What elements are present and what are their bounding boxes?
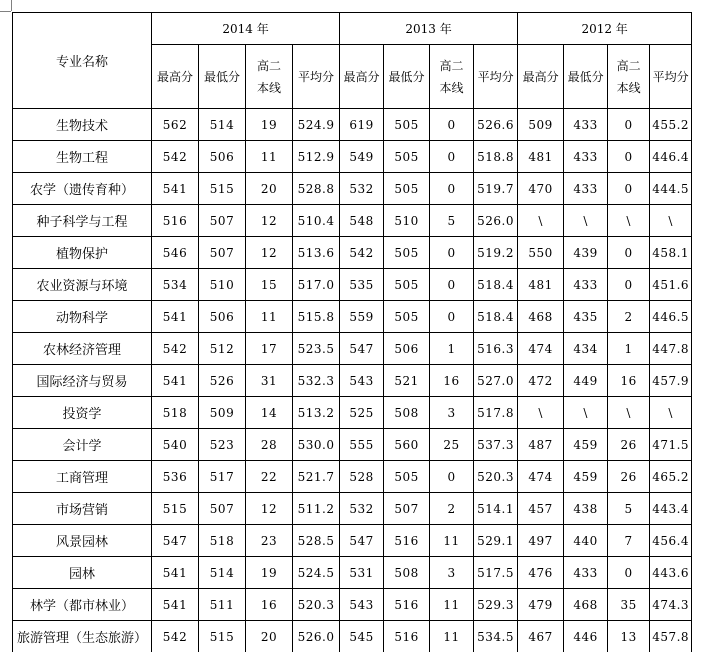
- avg-cell-2013: 537.3: [474, 429, 518, 461]
- line-cell-2014: 12: [246, 237, 293, 269]
- major-name: 农林经济管理: [13, 333, 152, 365]
- major-name: 国际经济与贸易: [13, 365, 152, 397]
- line-header-bottom: 本线: [256, 80, 281, 95]
- major-name: 园林: [13, 557, 152, 589]
- min-cell-2012: 439: [564, 237, 608, 269]
- max-cell-2012: 497: [518, 525, 564, 557]
- table-row: [13, 589, 692, 621]
- avg-cell-2012: 443.6: [650, 557, 692, 589]
- max-cell-2014: 541: [152, 589, 199, 621]
- table-row: [13, 237, 692, 269]
- admission-scores-table: [12, 12, 692, 652]
- avg-cell-2013: 519.2: [474, 237, 518, 269]
- min-cell-2013: 560: [384, 429, 430, 461]
- major-name: 工商管理: [13, 461, 152, 493]
- table-row: [13, 621, 692, 652]
- max-cell-2013: 549: [340, 141, 384, 173]
- min-cell-2014: 526: [199, 365, 246, 397]
- min-cell-2014: 523: [199, 429, 246, 461]
- min-cell-2014: 511: [199, 589, 246, 621]
- min-cell-2014: 517: [199, 461, 246, 493]
- max-cell-2012: \: [518, 205, 564, 237]
- line-cell-2014: 19: [246, 557, 293, 589]
- line-cell-2012: 0: [608, 173, 650, 205]
- avg-cell-2014: 511.2: [293, 493, 340, 525]
- table-row: [13, 109, 692, 141]
- max-cell-2013: 543: [340, 589, 384, 621]
- avg-cell-2013: 517.5: [474, 557, 518, 589]
- avg-cell-2013: 517.8: [474, 397, 518, 429]
- line-cell-2014: 15: [246, 269, 293, 301]
- avg-cell-2012: 446.4: [650, 141, 692, 173]
- avg-cell-2012: 443.4: [650, 493, 692, 525]
- min-cell-2014: 515: [199, 621, 246, 652]
- avg-cell-2014: 512.9: [293, 141, 340, 173]
- line-cell-2014: 19: [246, 109, 293, 141]
- min-cell-2014: 507: [199, 205, 246, 237]
- min-cell-2012: 449: [564, 365, 608, 397]
- line-cell-2013: 0: [430, 461, 474, 493]
- avg-cell-2013: 518.4: [474, 269, 518, 301]
- max-cell-2013: 559: [340, 301, 384, 333]
- table-row: [13, 397, 692, 429]
- avg-cell-2014: 524.5: [293, 557, 340, 589]
- line-header-bottom: 本线: [616, 80, 641, 95]
- line-header-2014: [246, 45, 293, 109]
- max-cell-2012: 467: [518, 621, 564, 652]
- major-name: 旅游管理（生态旅游）: [13, 621, 152, 652]
- min-cell-2013: 505: [384, 109, 430, 141]
- min-cell-2012: \: [564, 205, 608, 237]
- min-cell-2013: 506: [384, 333, 430, 365]
- min-cell-2013: 516: [384, 621, 430, 652]
- avg-cell-2014: 513.2: [293, 397, 340, 429]
- line-cell-2012: 5: [608, 493, 650, 525]
- max-cell-2014: 542: [152, 141, 199, 173]
- line-header-2012: [608, 45, 650, 109]
- major-name: 林学（都市林业）: [13, 589, 152, 621]
- avg-cell-2014: 517.0: [293, 269, 340, 301]
- crop-mark-vertical: [11, 0, 12, 11]
- line-cell-2012: \: [608, 205, 650, 237]
- document-page: [12, 12, 698, 652]
- avg-cell-2014: 520.3: [293, 589, 340, 621]
- line-header-2013: [430, 45, 474, 109]
- avg-cell-2012: 471.5: [650, 429, 692, 461]
- max-cell-2013: 542: [340, 237, 384, 269]
- max-cell-2012: 481: [518, 269, 564, 301]
- max-cell-2013: 548: [340, 205, 384, 237]
- min-cell-2012: 433: [564, 141, 608, 173]
- max-cell-2014: 542: [152, 621, 199, 652]
- table-row: [13, 173, 692, 205]
- line-cell-2013: 0: [430, 173, 474, 205]
- line-cell-2014: 11: [246, 301, 293, 333]
- line-cell-2012: 0: [608, 269, 650, 301]
- avg-cell-2013: 518.8: [474, 141, 518, 173]
- table-row: [13, 365, 692, 397]
- min-cell-2013: 507: [384, 493, 430, 525]
- line-cell-2013: 0: [430, 109, 474, 141]
- avg-cell-2014: 528.5: [293, 525, 340, 557]
- avg-cell-2012: 458.1: [650, 237, 692, 269]
- line-cell-2013: 5: [430, 205, 474, 237]
- line-cell-2014: 17: [246, 333, 293, 365]
- avg-cell-2012: 457.8: [650, 621, 692, 652]
- min-cell-2014: 514: [199, 109, 246, 141]
- avg-cell-2014: 524.9: [293, 109, 340, 141]
- max-cell-2014: 540: [152, 429, 199, 461]
- max-cell-2014: 515: [152, 493, 199, 525]
- max-cell-2012: 487: [518, 429, 564, 461]
- line-cell-2012: 7: [608, 525, 650, 557]
- max-cell-2012: \: [518, 397, 564, 429]
- major-name: 投资学: [13, 397, 152, 429]
- line-cell-2012: 16: [608, 365, 650, 397]
- line-cell-2012: 0: [608, 557, 650, 589]
- max-cell-2014: 541: [152, 173, 199, 205]
- min-cell-2013: 508: [384, 397, 430, 429]
- max-cell-2013: 547: [340, 525, 384, 557]
- major-name: 生物工程: [13, 141, 152, 173]
- major-name: 生物技术: [13, 109, 152, 141]
- line-cell-2014: 11: [246, 141, 293, 173]
- min-cell-2013: 505: [384, 237, 430, 269]
- table-body: [13, 109, 692, 652]
- min-cell-2013: 505: [384, 461, 430, 493]
- max-cell-2012: 468: [518, 301, 564, 333]
- max-cell-2013: 555: [340, 429, 384, 461]
- avg-cell-2013: 529.3: [474, 589, 518, 621]
- min-cell-2012: 433: [564, 557, 608, 589]
- max-cell-2013: 532: [340, 173, 384, 205]
- avg-cell-2012: \: [650, 397, 692, 429]
- min-cell-2014: 514: [199, 557, 246, 589]
- avg-cell-2012: 446.5: [650, 301, 692, 333]
- line-cell-2013: 0: [430, 237, 474, 269]
- max-score-header-2014: 最高分: [152, 45, 199, 109]
- min-score-header-2012: 最低分: [564, 45, 608, 109]
- avg-cell-2014: 510.4: [293, 205, 340, 237]
- min-cell-2013: 505: [384, 301, 430, 333]
- max-cell-2013: 545: [340, 621, 384, 652]
- max-cell-2014: 541: [152, 557, 199, 589]
- min-cell-2012: 438: [564, 493, 608, 525]
- avg-cell-2014: 521.7: [293, 461, 340, 493]
- line-cell-2014: 20: [246, 173, 293, 205]
- major-name: 农学（遗传育种）: [13, 173, 152, 205]
- avg-cell-2014: 513.6: [293, 237, 340, 269]
- major-name: 风景园林: [13, 525, 152, 557]
- line-cell-2012: 0: [608, 109, 650, 141]
- major-name: 农业资源与环境: [13, 269, 152, 301]
- max-cell-2014: 534: [152, 269, 199, 301]
- avg-cell-2012: \: [650, 205, 692, 237]
- min-cell-2012: 446: [564, 621, 608, 652]
- min-cell-2014: 507: [199, 237, 246, 269]
- min-cell-2013: 505: [384, 269, 430, 301]
- avg-cell-2013: 526.0: [474, 205, 518, 237]
- line-cell-2014: 23: [246, 525, 293, 557]
- line-cell-2012: 1: [608, 333, 650, 365]
- min-cell-2014: 507: [199, 493, 246, 525]
- max-score-header-2013: 最高分: [340, 45, 384, 109]
- major-name: 市场营销: [13, 493, 152, 525]
- min-score-header-2013: 最低分: [384, 45, 430, 109]
- min-cell-2013: 516: [384, 525, 430, 557]
- major-name: 种子科学与工程: [13, 205, 152, 237]
- avg-score-header-2012: 平均分: [650, 45, 692, 109]
- avg-cell-2012: 456.4: [650, 525, 692, 557]
- line-cell-2012: 26: [608, 429, 650, 461]
- table-header: [13, 13, 692, 109]
- min-cell-2013: 521: [384, 365, 430, 397]
- avg-cell-2014: 523.5: [293, 333, 340, 365]
- min-cell-2013: 508: [384, 557, 430, 589]
- major-name-header: 专业名称: [13, 13, 152, 109]
- max-cell-2012: 470: [518, 173, 564, 205]
- min-cell-2012: 435: [564, 301, 608, 333]
- avg-cell-2013: 519.7: [474, 173, 518, 205]
- avg-cell-2013: 520.3: [474, 461, 518, 493]
- table-row: [13, 525, 692, 557]
- avg-cell-2012: 455.2: [650, 109, 692, 141]
- avg-cell-2013: 529.1: [474, 525, 518, 557]
- line-header-top: 高二: [616, 58, 641, 73]
- line-cell-2014: 14: [246, 397, 293, 429]
- min-cell-2012: 434: [564, 333, 608, 365]
- line-header-bottom: 本线: [439, 80, 464, 95]
- line-cell-2013: 11: [430, 589, 474, 621]
- min-score-header-2014: 最低分: [199, 45, 246, 109]
- max-cell-2013: 531: [340, 557, 384, 589]
- max-cell-2014: 542: [152, 333, 199, 365]
- max-cell-2012: 457: [518, 493, 564, 525]
- line-cell-2012: 26: [608, 461, 650, 493]
- min-cell-2013: 510: [384, 205, 430, 237]
- year-header-2013: 2013 年: [340, 13, 518, 45]
- max-cell-2014: 516: [152, 205, 199, 237]
- min-cell-2014: 512: [199, 333, 246, 365]
- table-row: [13, 557, 692, 589]
- line-cell-2012: 13: [608, 621, 650, 652]
- max-cell-2013: 532: [340, 493, 384, 525]
- max-score-header-2012: 最高分: [518, 45, 564, 109]
- avg-cell-2012: 465.2: [650, 461, 692, 493]
- table-row: [13, 301, 692, 333]
- min-cell-2012: 433: [564, 173, 608, 205]
- line-cell-2013: 0: [430, 141, 474, 173]
- max-cell-2014: 547: [152, 525, 199, 557]
- avg-cell-2014: 526.0: [293, 621, 340, 652]
- avg-cell-2013: 516.3: [474, 333, 518, 365]
- avg-cell-2012: 457.9: [650, 365, 692, 397]
- min-cell-2014: 515: [199, 173, 246, 205]
- min-cell-2013: 505: [384, 173, 430, 205]
- max-cell-2012: 479: [518, 589, 564, 621]
- min-cell-2013: 516: [384, 589, 430, 621]
- crop-mark-horizontal: [0, 11, 11, 12]
- avg-cell-2013: 514.1: [474, 493, 518, 525]
- max-cell-2014: 541: [152, 365, 199, 397]
- max-cell-2014: 562: [152, 109, 199, 141]
- min-cell-2012: 468: [564, 589, 608, 621]
- major-name: 动物科学: [13, 301, 152, 333]
- max-cell-2012: 550: [518, 237, 564, 269]
- max-cell-2012: 474: [518, 461, 564, 493]
- line-header-top: 高二: [256, 58, 281, 73]
- line-cell-2012: 2: [608, 301, 650, 333]
- avg-cell-2013: 518.4: [474, 301, 518, 333]
- line-cell-2014: 22: [246, 461, 293, 493]
- max-cell-2013: 535: [340, 269, 384, 301]
- line-cell-2013: 0: [430, 269, 474, 301]
- line-cell-2014: 12: [246, 493, 293, 525]
- line-cell-2013: 3: [430, 397, 474, 429]
- major-name: 植物保护: [13, 237, 152, 269]
- table-row: [13, 333, 692, 365]
- avg-cell-2013: 527.0: [474, 365, 518, 397]
- max-cell-2012: 476: [518, 557, 564, 589]
- min-cell-2012: 433: [564, 269, 608, 301]
- max-cell-2013: 525: [340, 397, 384, 429]
- avg-cell-2014: 528.8: [293, 173, 340, 205]
- min-cell-2012: 440: [564, 525, 608, 557]
- avg-cell-2012: 447.8: [650, 333, 692, 365]
- line-cell-2013: 25: [430, 429, 474, 461]
- max-cell-2013: 543: [340, 365, 384, 397]
- line-cell-2012: \: [608, 397, 650, 429]
- year-header-2012: 2012 年: [518, 13, 692, 45]
- line-cell-2014: 28: [246, 429, 293, 461]
- min-cell-2014: 518: [199, 525, 246, 557]
- min-cell-2012: 459: [564, 429, 608, 461]
- max-cell-2014: 536: [152, 461, 199, 493]
- avg-cell-2013: 526.6: [474, 109, 518, 141]
- line-cell-2013: 11: [430, 621, 474, 652]
- line-cell-2013: 11: [430, 525, 474, 557]
- max-cell-2014: 546: [152, 237, 199, 269]
- line-cell-2012: 35: [608, 589, 650, 621]
- max-cell-2012: 481: [518, 141, 564, 173]
- line-cell-2014: 16: [246, 589, 293, 621]
- max-cell-2012: 474: [518, 333, 564, 365]
- line-cell-2013: 2: [430, 493, 474, 525]
- avg-cell-2014: 515.8: [293, 301, 340, 333]
- avg-cell-2012: 474.3: [650, 589, 692, 621]
- line-header-top: 高二: [439, 58, 464, 73]
- avg-cell-2013: 534.5: [474, 621, 518, 652]
- max-cell-2013: 619: [340, 109, 384, 141]
- line-cell-2014: 31: [246, 365, 293, 397]
- table-row: [13, 493, 692, 525]
- min-cell-2014: 510: [199, 269, 246, 301]
- line-cell-2013: 0: [430, 301, 474, 333]
- avg-cell-2012: 444.5: [650, 173, 692, 205]
- avg-cell-2014: 532.3: [293, 365, 340, 397]
- avg-score-header-2014: 平均分: [293, 45, 340, 109]
- table-row: [13, 269, 692, 301]
- line-cell-2012: 0: [608, 237, 650, 269]
- table-row: [13, 461, 692, 493]
- min-cell-2012: 433: [564, 109, 608, 141]
- major-name: 会计学: [13, 429, 152, 461]
- year-header-2014: 2014 年: [152, 13, 340, 45]
- table-row: [13, 205, 692, 237]
- line-cell-2014: 20: [246, 621, 293, 652]
- min-cell-2014: 506: [199, 301, 246, 333]
- max-cell-2012: 509: [518, 109, 564, 141]
- max-cell-2013: 547: [340, 333, 384, 365]
- avg-score-header-2013: 平均分: [474, 45, 518, 109]
- table-row: [13, 429, 692, 461]
- min-cell-2012: \: [564, 397, 608, 429]
- line-cell-2012: 0: [608, 141, 650, 173]
- table-row: [13, 141, 692, 173]
- min-cell-2014: 509: [199, 397, 246, 429]
- line-cell-2013: 16: [430, 365, 474, 397]
- min-cell-2013: 505: [384, 141, 430, 173]
- line-cell-2013: 3: [430, 557, 474, 589]
- min-cell-2012: 459: [564, 461, 608, 493]
- max-cell-2014: 541: [152, 301, 199, 333]
- line-cell-2014: 12: [246, 205, 293, 237]
- max-cell-2012: 472: [518, 365, 564, 397]
- line-cell-2013: 1: [430, 333, 474, 365]
- avg-cell-2014: 530.0: [293, 429, 340, 461]
- max-cell-2013: 528: [340, 461, 384, 493]
- max-cell-2014: 518: [152, 397, 199, 429]
- min-cell-2014: 506: [199, 141, 246, 173]
- avg-cell-2012: 451.6: [650, 269, 692, 301]
